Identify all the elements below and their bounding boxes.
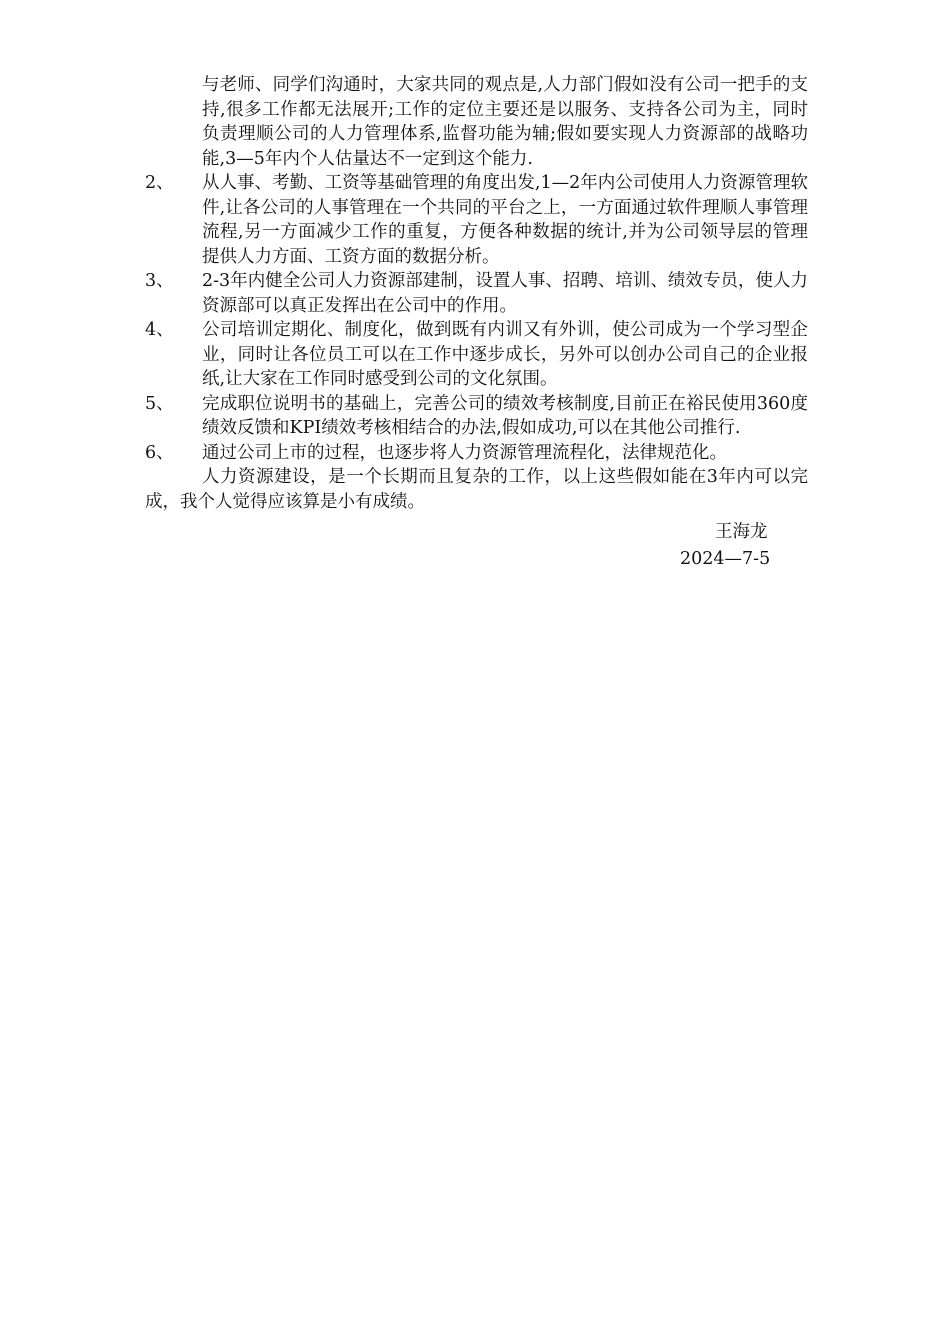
list-item-number: 2、 xyxy=(145,173,174,193)
list-item xyxy=(145,441,808,466)
list-item-text: 从人事、考勤、工资等基础管理的角度出发,1—2年内公司使用人力资源管理软件,让各公司的人事管理在一个共同的平台之上，一方面通过软件理顺人事管理流程,另一方面减少工作的重复，方便各种数据的统计,并为公司领导层的管理提供人力方面、工资方面的数据分析。 xyxy=(202,173,808,267)
list-item xyxy=(145,392,808,441)
list-item xyxy=(145,269,808,318)
list-item-text: 2-3年内健全公司人力资源部建制，设置人事、招聘、培训、绩效专员，使人力资源部可以真正发挥出在公司中的作用。 xyxy=(202,271,808,316)
list-item-number: 3、 xyxy=(145,271,174,291)
document-body xyxy=(145,73,808,571)
continuation-paragraph: 与老师、同学们沟通时，大家共同的观点是,人力部门假如没有公司一把手的支持,很多工作都无法展开;工作的定位主要还是以服务、支持各公司为主，同时负责理顺公司的人力管理体系,监督功能为辅;假如要实现人力资源部的战略功能,3—5年内个人估量达不一定到这个能力. xyxy=(202,75,808,169)
author-signature: 王海龙 xyxy=(715,522,768,542)
list-item-text: 完成职位说明书的基础上，完善公司的绩效考核制度,目前正在裕民使用360度绩效反馈和KPI绩效考核相结合的办法,假如成功,可以在其他公司推行. xyxy=(202,393,808,438)
list-item-number: 5、 xyxy=(145,393,174,414)
list-item-text: 通过公司上市的过程，也逐步将人力资源管理流程化，法律规范化。 xyxy=(202,442,727,463)
list-item xyxy=(145,318,808,392)
list-item-number: 4、 xyxy=(145,320,174,340)
list-item-number: 6、 xyxy=(145,442,174,463)
document-date: 2024—7-5 xyxy=(680,548,771,569)
list-item-text: 公司培训定期化、制度化，做到既有内训又有外训，使公司成为一个学习型企业，同时让各位员工可以在工作中逐步成长，另外可以创办公司自己的企业报纸,让大家在工作同时感受到公司的文化氛围。 xyxy=(202,320,808,389)
closing-paragraph: 人力资源建设，是一个长期而且复杂的工作，以上这些假如能在3年内可以完成，我个人觉得应该算是小有成绩。 xyxy=(145,467,808,512)
list-item xyxy=(145,171,808,269)
